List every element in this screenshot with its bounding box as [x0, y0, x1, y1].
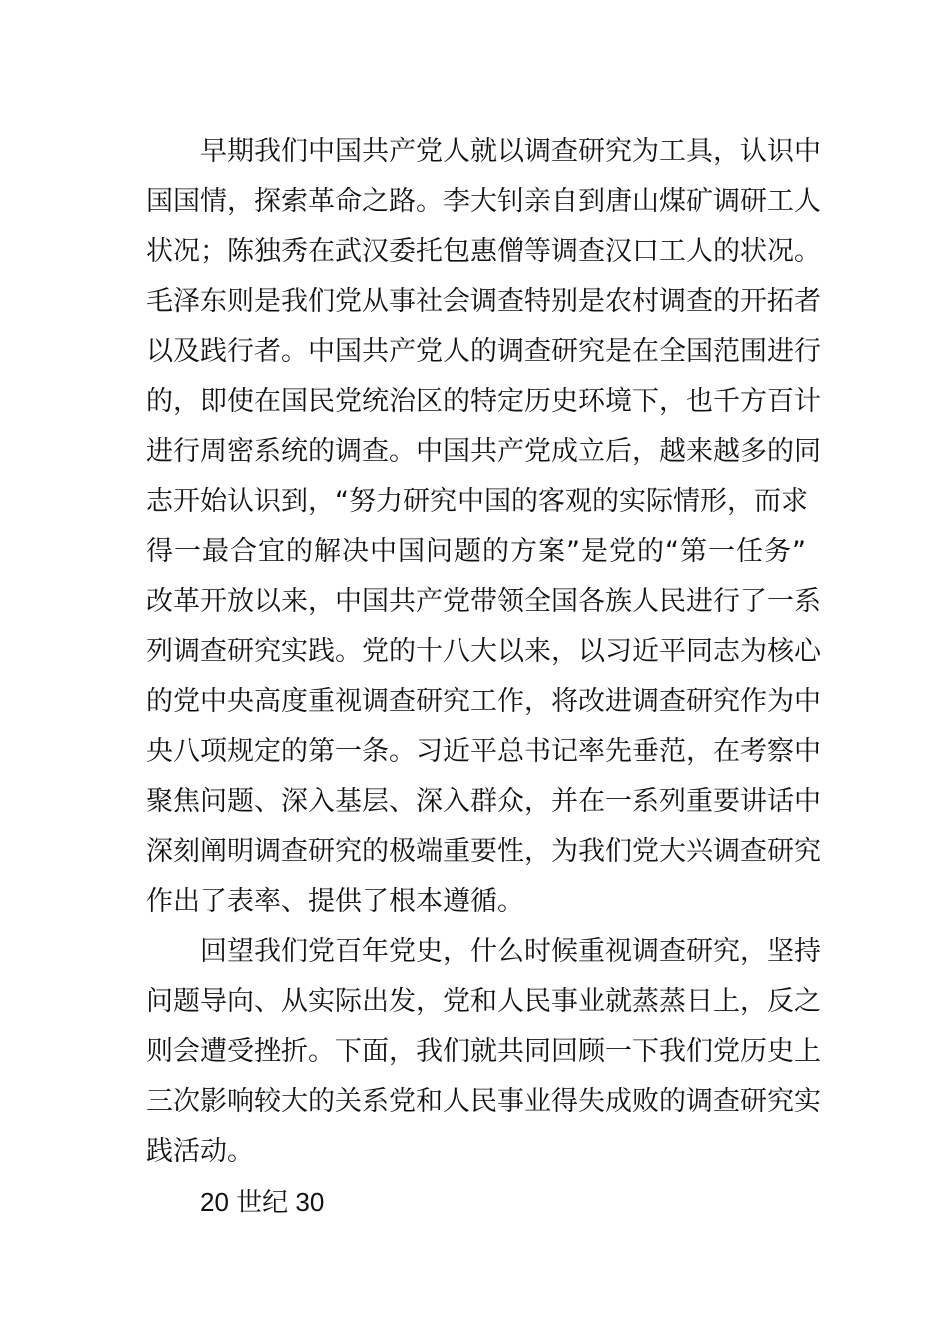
text-line: 的党中央高度重视调查研究工作，将改进调查研究作为中 [146, 686, 821, 717]
text-line: 列调查研究实践。党的十八大以来，以习近平同志为核心 [146, 636, 821, 667]
text-line: 回望我们党百年党史，什么时候重视调查研究，坚持 [200, 936, 821, 967]
text-line: 状况；陈独秀在武汉委托包惠僧等调查汉口工人的状况。 [146, 236, 821, 267]
text-line: 国国情，探索革命之路。李大钊亲自到唐山煤矿调研工人 [146, 186, 821, 217]
text-line: 20 世纪 30 [200, 1187, 325, 1217]
text-line: 作出了表率、提供了根本遵循。 [146, 886, 524, 917]
text-line: 志开始认识到，“努力研究中国的客观的实际情形，而求 [146, 486, 808, 517]
text-line: 三次影响较大的关系党和人民事业得失成败的调查研究实 [146, 1086, 821, 1117]
text-line: 央八项规定的第一条。习近平总书记率先垂范，在考察中 [146, 736, 821, 767]
text-line: 则会遭受挫折。下面，我们就共同回顾一下我们党历史上 [146, 1036, 821, 1067]
text-line: 聚焦问题、深入基层、深入群众，并在一系列重要讲话中 [146, 786, 821, 817]
text-line: 以及践行者。中国共产党人的调查研究是在全国范围进行 [146, 336, 821, 367]
text-line: 进行周密系统的调查。中国共产党成立后，越来越多的同 [146, 436, 821, 467]
text-line: 问题导向、从实际出发，党和人民事业就蒸蒸日上，反之 [146, 986, 821, 1017]
text-line: 践活动。 [146, 1136, 254, 1167]
paragraph-early-research [146, 127, 821, 927]
text-line: 的，即使在国民党统治区的特定历史环境下，也千方百计 [146, 386, 821, 417]
text-line: 深刻阐明调查研究的极端重要性，为我们党大兴调查研究 [146, 836, 821, 867]
text-line: 早期我们中国共产党人就以调查研究为工具，认识中 [200, 136, 821, 167]
text-line: 改革开放以来，中国共产党带领全国各族人民进行了一系 [146, 586, 821, 617]
text-line: 毛泽东则是我们党从事社会调查特别是农村调查的开拓者 [146, 286, 821, 317]
paragraph-review-history [146, 927, 821, 1177]
text-line: 得一最合宜的解决中国问题的方案”是党的“第一任务” [146, 536, 806, 567]
paragraph-1930s [146, 1177, 806, 1227]
